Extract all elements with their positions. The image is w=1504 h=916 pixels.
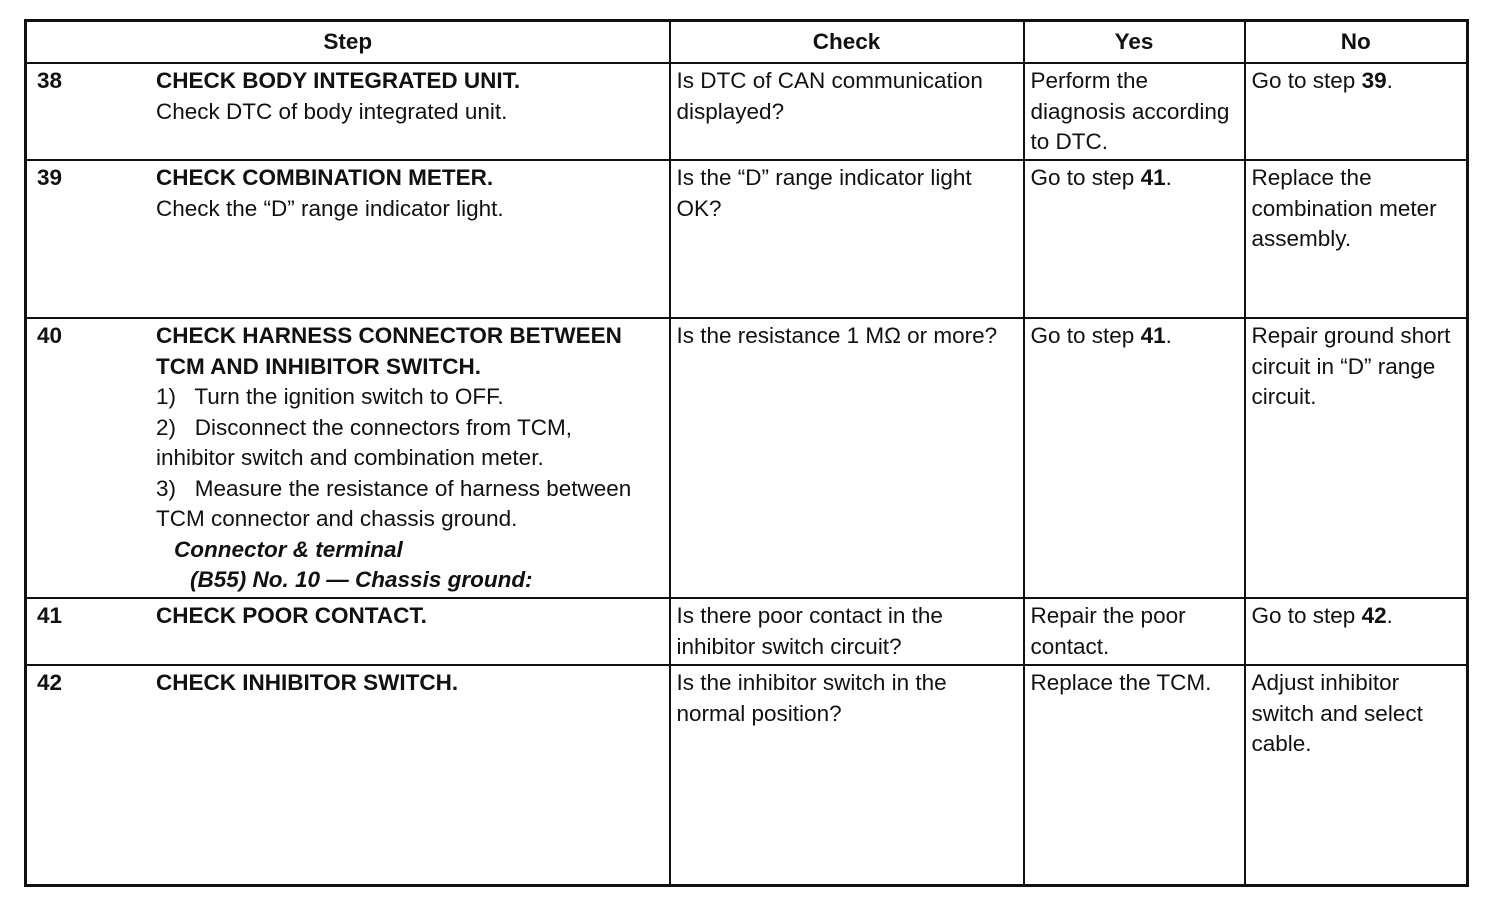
no-text: Repair ground short circuit in “D” range circuit. [1251,323,1451,409]
no-text: Adjust inhibitor switch and select cable. [1251,670,1423,756]
table-row-42 [26,665,1468,885]
step-title: CHECK HARNESS CONNECTOR BETWEEN TCM AND INHIBITOR SWITCH. [156,323,622,379]
check-text: Is the “D” range indicator light OK? [676,165,972,221]
substep-text: Disconnect the connectors from TCM, inhibitor switch and combination meter. [156,414,573,470]
step-number: 38 [37,68,63,93]
check-cell [670,665,1024,885]
substep-item [156,413,657,474]
yes-cell [1024,160,1245,318]
step-cell [26,318,670,598]
connector-label: Connector & terminal [174,536,403,562]
step-cell [26,160,670,318]
yes-suffix: . [1165,323,1172,348]
step-title: CHECK POOR CONTACT. [156,603,427,628]
yes-text [1031,161,1238,194]
header-no: No [1245,21,1468,64]
step-description: Check DTC of body integrated unit. [156,98,508,124]
table-row-41 [26,598,1468,665]
yes-step-link: 41 [1140,323,1166,348]
table-row-39 [26,160,1468,318]
yes-prefix: Go to step [1030,323,1141,348]
step-cell [26,665,670,885]
yes-step-link: 41 [1140,165,1166,190]
step-title: CHECK BODY INTEGRATED UNIT. [156,68,521,93]
step-number: 39 [37,165,63,190]
check-cell [670,318,1024,598]
check-text: Is there poor contact in the inhibitor switch circuit? [676,603,943,659]
check-text: Is the resistance 1 MΩ or more? [676,323,998,348]
step-number: 40 [37,323,63,348]
substep-item [156,474,657,535]
yes-cell [1024,665,1245,885]
substep-text: Measure the resistance of harness between TCM connector and chassis ground. [156,475,632,531]
substep-number: 1) [156,384,177,409]
no-cell [1245,160,1468,318]
no-step-link: 42 [1361,603,1387,628]
yes-cell [1024,63,1245,160]
substep-list [156,382,657,596]
connector-value: (B55) No. 10 — Chassis ground: [190,567,533,592]
step-cell [26,598,670,665]
substep-number: 2) [156,414,177,440]
diagnosis-table [24,19,1469,887]
yes-text: Perform the diagnosis according to DTC. [1030,68,1230,154]
no-text [1252,64,1461,97]
step-number: 42 [37,670,63,695]
step-description: Check the “D” range indicator light. [156,195,504,221]
header-step: Step [26,21,670,64]
check-cell [670,598,1024,665]
substep-item [156,382,657,413]
no-cell [1245,63,1468,160]
step-title: CHECK COMBINATION METER. [156,165,494,190]
yes-text [1031,319,1238,352]
yes-prefix: Go to step [1030,165,1141,190]
no-suffix: . [1386,68,1393,93]
no-cell [1245,598,1468,665]
yes-suffix: . [1165,165,1172,190]
check-cell [670,160,1024,318]
step-cell [26,63,670,160]
no-suffix: . [1386,603,1393,628]
no-step-link: 39 [1361,68,1387,93]
table-row-38 [26,63,1468,160]
no-prefix: Go to step [1251,68,1362,93]
no-text [1252,599,1461,632]
check-text: Is DTC of CAN communication displayed? [676,68,983,124]
substep-text: Turn the ignition switch to OFF. [194,384,504,409]
no-text: Replace the combination meter assembly. [1251,165,1437,251]
check-text: Is the inhibitor switch in the normal position? [676,670,947,726]
no-cell [1245,665,1468,885]
yes-text: Repair the poor contact. [1030,603,1186,659]
substep-number: 3) [156,475,177,501]
header-check: Check [670,21,1024,64]
no-prefix: Go to step [1251,603,1362,628]
step-title: CHECK INHIBITOR SWITCH. [156,670,459,695]
header-row [26,21,1468,64]
no-cell [1245,318,1468,598]
yes-cell [1024,598,1245,665]
yes-text: Replace the TCM. [1030,670,1212,695]
table-row-40 [26,318,1468,598]
yes-cell [1024,318,1245,598]
check-cell [670,63,1024,160]
header-yes: Yes [1024,21,1245,64]
step-number: 41 [37,603,63,628]
